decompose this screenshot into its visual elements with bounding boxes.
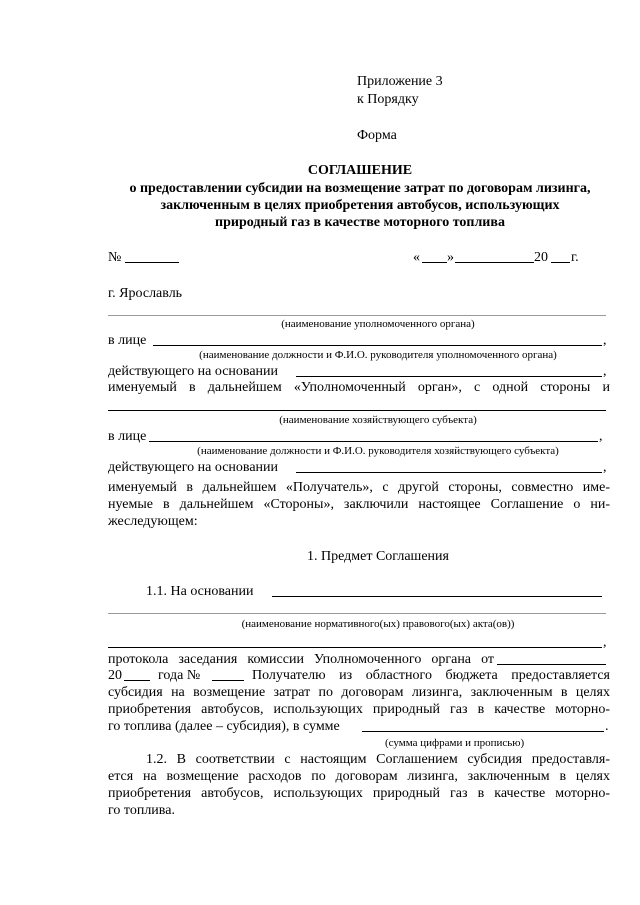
named-authorized-org: именуемый в дальнейшем «Уполномоченный орган», с одной стороны и — [108, 380, 610, 395]
recipient-line-1: именуемый в дальнейшем «Получатель», с другой стороны, совместно име- — [108, 480, 610, 495]
caption-sum: (сумма цифрами и прописью) — [385, 737, 525, 749]
title-line-1: о предоставлении субсидии на возмещение затрат по договорам лизинга, — [129, 181, 591, 196]
entity-blank — [108, 410, 606, 411]
protocol-number-blank — [212, 680, 244, 681]
acting-basis-label-2: действующего на основании — [108, 460, 279, 475]
clause-1-1-line-4: приобретения автобусов, использующих природный газ в качестве моторно- — [108, 702, 610, 717]
basis-entity-blank — [296, 472, 602, 473]
basis-act-blank-1 — [272, 596, 602, 597]
city-label: г. Ярославль — [108, 286, 183, 301]
day-blank — [422, 262, 447, 263]
caption-entity: (наименование хозяйствующего субъекта) — [279, 414, 477, 426]
document-title: СОГЛАШЕНИЕ — [307, 163, 413, 178]
clause-1-2-line-4: го топлива. — [108, 803, 175, 818]
clause-1-1-line-1: протокола заседания комиссии Уполномоченного органа от — [108, 652, 494, 667]
clause-1-2-line-2: ется на возмещение расходов по договорам лизинга, заключенным в целях — [108, 769, 610, 784]
title-line-2: заключенным в целях приобретения автобусов, использующих — [160, 198, 560, 213]
clause-1-1-line-5: го топлива (далее – субсидия), в сумме — [108, 719, 340, 734]
protocol-date-blank — [497, 664, 606, 665]
comma-2: , — [603, 364, 607, 379]
in-person-label: в лице — [108, 333, 147, 348]
comma-5: , — [603, 635, 607, 650]
clause-1-2-line-3: приобретения автобусов, использующих природный газ в качестве моторно- — [108, 786, 610, 801]
title-line-3: природный газ в качестве моторного топлива — [215, 215, 505, 230]
comma-4: , — [603, 460, 607, 475]
basis-act-blank-2 — [108, 613, 606, 614]
clause-1-1-line-3: субсидия на возмещение затрат по договорам лизинга, заключенным в целях — [108, 685, 610, 700]
clause-1-2-line-1: 1.2. В соответствии с настоящим Соглашением субсидия предоставля- — [146, 752, 610, 767]
appendix-label: Приложение 3 — [357, 74, 443, 89]
head-entity-blank — [149, 441, 598, 442]
recipient-line-3: жеследующем: — [108, 514, 198, 529]
period-1: . — [605, 719, 609, 734]
caption-act: (наименование нормативного(ых) правового(ых) акта(ов)) — [241, 618, 515, 630]
head-org-blank — [153, 345, 602, 346]
order-label: к Порядку — [357, 92, 419, 107]
year-suffix: г. — [571, 250, 579, 265]
caption-authorized-org: (наименование уполномоченного органа) — [281, 318, 475, 330]
year-prefix: 20 — [534, 250, 548, 265]
in-person-label-2: в лице — [108, 429, 147, 444]
caption-head-org: (наименование должности и Ф.И.О. руководителя уполномоченного органа) — [199, 349, 557, 361]
comma-1: , — [603, 333, 607, 348]
year-blank — [551, 262, 570, 263]
basis-org-blank — [296, 376, 602, 377]
month-blank — [455, 262, 534, 263]
number-prefix: № — [108, 250, 122, 265]
year-number-label: года № — [158, 668, 201, 683]
year-prefix-2: 20 — [108, 668, 122, 683]
number-blank — [125, 262, 179, 263]
acting-basis-label: действующего на основании — [108, 364, 279, 379]
clause-1-1-line-2: Получателю из областного бюджета предоставляется — [252, 668, 610, 683]
year-blank-2 — [124, 680, 150, 681]
recipient-line-2: нуемые в дальнейшем «Стороны», заключили настоящее Соглашение о ни- — [108, 497, 610, 512]
caption-head-entity: (наименование должности и Ф.И.О. руководителя хозяйствующего субъекта) — [197, 445, 559, 457]
comma-3: , — [599, 429, 603, 444]
date-open-quote: « — [413, 250, 420, 265]
authorized-org-blank — [108, 315, 606, 316]
date-close-quote: » — [447, 250, 454, 265]
section-1-heading: 1. Предмет Соглашения — [307, 549, 449, 564]
clause-1-1-label: 1.1. На основании — [146, 584, 254, 599]
basis-act-blank-3 — [108, 647, 602, 648]
subsidy-amount-blank — [362, 731, 604, 732]
form-label: Форма — [357, 128, 397, 143]
